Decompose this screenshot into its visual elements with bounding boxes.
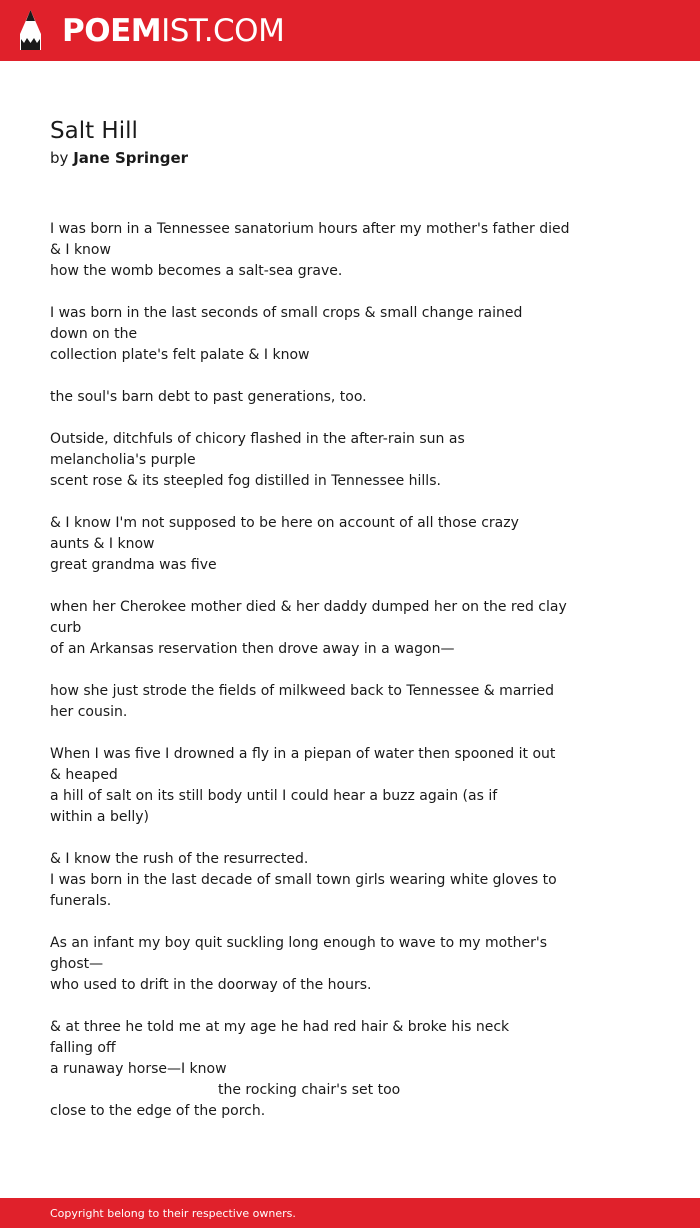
stanza-break xyxy=(50,660,570,681)
poem-line: collection plate's felt palate & I know xyxy=(50,347,310,363)
stanza-break xyxy=(50,282,570,303)
poem-line: Outside, ditchfuls of chicory flashed in the after-rain sun as xyxy=(50,431,465,447)
poem-line: When I was five I drowned a fly in a piepan of water then spooned it out xyxy=(50,746,556,762)
poem-line-indented: the rocking chair's set too xyxy=(218,1082,401,1098)
poem-line: & at three he told me at my age he had red hair & broke his neck xyxy=(50,1019,510,1035)
poem-line: when her Cherokee mother died & her daddy dumped her on the red clay xyxy=(50,599,567,615)
poem-line: & I know xyxy=(50,242,111,258)
poem-line: As an infant my boy quit suckling long enough to wave to my mother's xyxy=(50,935,548,951)
site-header xyxy=(0,0,700,61)
poem-line: her cousin. xyxy=(50,704,128,720)
poem-line: of an Arkansas reservation then drove away in a wagon— xyxy=(50,641,455,657)
poem-line: I was born in the last decade of small town girls wearing white gloves to xyxy=(50,872,557,888)
stanza-break xyxy=(50,723,570,744)
copyright-notice: Copyright belong to their respective owners. xyxy=(50,1207,296,1220)
byline xyxy=(50,148,188,169)
poem-line: & I know the rush of the resurrected. xyxy=(50,851,309,867)
poem-line: I was born in a Tennessee sanatorium hours after my mother's father died xyxy=(50,221,570,237)
stanza-break xyxy=(50,996,570,1017)
stanza-break xyxy=(50,828,570,849)
stanza-break xyxy=(50,492,570,513)
poem-line: & heaped xyxy=(50,767,118,783)
poem-line: who used to drift in the doorway of the hours. xyxy=(50,977,372,993)
poem-line: aunts & I know xyxy=(50,536,155,552)
poem-line: I was born in the last seconds of small crops & small change rained xyxy=(50,305,523,321)
poem-line: close to the edge of the porch. xyxy=(50,1103,266,1119)
stanza-break xyxy=(50,576,570,597)
poem-line: how the womb becomes a salt-sea grave. xyxy=(50,263,343,279)
poem-line: falling off xyxy=(50,1040,116,1056)
stanza-break xyxy=(50,408,570,429)
poem-line: a hill of salt on its still body until I could hear a buzz again (as if xyxy=(50,788,498,804)
author-name: Jane Springer xyxy=(73,149,189,167)
stanza-break xyxy=(50,912,570,933)
poem-line: melancholia's purple xyxy=(50,452,196,468)
pencil-icon[interactable] xyxy=(17,9,44,52)
poem-line: the soul's barn debt to past generations, too. xyxy=(50,389,367,405)
poem-line: funerals. xyxy=(50,893,112,909)
site-logo[interactable] xyxy=(62,12,284,50)
poem-line: a runaway horse—I know xyxy=(50,1061,227,1077)
poem-line: how she just strode the fields of milkweed back to Tennessee & married xyxy=(50,683,555,699)
poem-line: down on the xyxy=(50,326,138,342)
poem-title: Salt Hill xyxy=(50,118,138,144)
poem-line: ghost— xyxy=(50,956,104,972)
stanza-break xyxy=(50,366,570,387)
by-label: by xyxy=(50,149,69,167)
poem-line: scent rose & its steepled fog distilled in Tennessee hills. xyxy=(50,473,441,489)
site-footer xyxy=(0,1198,700,1228)
brand-bold-text: POEM xyxy=(62,13,162,49)
poem-line: curb xyxy=(50,620,82,636)
poem-line: within a belly) xyxy=(50,809,149,825)
poem-body xyxy=(50,219,570,1122)
poem-line: & I know I'm not supposed to be here on account of all those crazy xyxy=(50,515,519,531)
poem-line: great grandma was five xyxy=(50,557,217,573)
brand-light-text: IST.COM xyxy=(161,13,285,49)
